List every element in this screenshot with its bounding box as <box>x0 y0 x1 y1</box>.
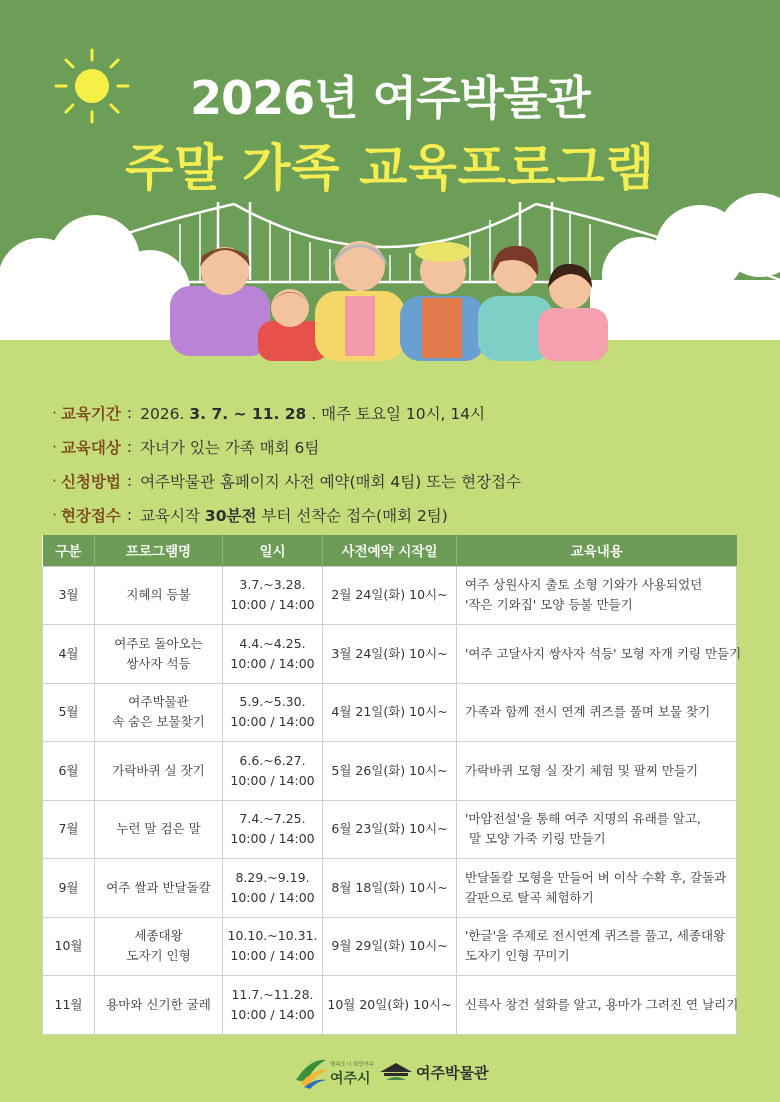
cell-date-text: 7.4.~7.25. <box>239 811 306 827</box>
info-text <box>140 504 448 526</box>
cell-reserve-date-text: 5월 26일(화) 10시~ <box>331 762 448 778</box>
cell-date <box>223 859 323 918</box>
cell-program-name-text: 용마와 신기한 굴레 <box>106 996 211 1012</box>
cell-program-name-text: 누런 말 검은 말 <box>116 821 201 837</box>
cell-content-text: '한글'을 주제로 전시연계 퀴즈를 풀고, 세종대왕 <box>465 928 726 944</box>
cell-month-text: 7월 <box>58 821 79 837</box>
cell-content-text: '마암전설'을 통해 여주 지명의 유래를 알고, <box>465 811 701 827</box>
cell-month-text: 11월 <box>54 996 83 1012</box>
title-line-1: 2026년 여주박물관 <box>190 71 590 125</box>
cell-date-text: 10:00 / 14:00 <box>230 831 315 847</box>
cell-content <box>457 917 737 976</box>
info-section <box>52 396 752 532</box>
table-row <box>43 917 737 976</box>
cell-date-text: 10:00 / 14:00 <box>230 889 315 905</box>
col-header-reserve: 사전예약 시작일 <box>323 535 457 566</box>
cell-month <box>43 917 95 976</box>
cell-reserve-date-text: 2월 24일(화) 10시~ <box>331 587 448 603</box>
table-row <box>43 625 737 684</box>
cell-reserve-date-text: 10월 20일(화) 10시~ <box>327 996 452 1012</box>
cell-month-text: 9월 <box>58 879 79 895</box>
cell-content <box>457 566 737 625</box>
info-separator: : <box>126 472 133 490</box>
cell-content-text: 말 모양 가죽 키링 만들기 <box>465 831 606 847</box>
cell-date-text: 4.4.~4.25. <box>239 635 306 651</box>
bullet-dot: · <box>52 404 57 422</box>
info-label: 현장접수 <box>60 507 121 525</box>
cell-reserve-date-text: 6월 23일(화) 10시~ <box>331 821 448 837</box>
cell-month-text: 3월 <box>58 587 79 603</box>
cell-month-text: 5월 <box>58 704 79 720</box>
cell-month-text: 10월 <box>54 938 83 954</box>
cell-reserve-date <box>323 859 457 918</box>
info-text-bold: 30분전 <box>204 507 257 525</box>
cell-content-text: 도자기 인형 꾸미기 <box>465 948 570 964</box>
info-text-part: 부터 선착순 접수(매회 2팀) <box>256 507 448 525</box>
cell-program-name-text: 도자기 인형 <box>126 948 191 964</box>
cell-program-name <box>95 566 223 625</box>
cell-date-text: 10:00 / 14:00 <box>230 714 315 730</box>
info-text <box>140 402 485 424</box>
cell-date <box>223 976 323 1035</box>
cell-month <box>43 859 95 918</box>
info-row-target <box>52 430 752 464</box>
table-row <box>43 859 737 918</box>
col-header-date: 일시 <box>223 535 323 566</box>
cell-month <box>43 742 95 801</box>
info-text <box>140 470 521 492</box>
table-row <box>43 800 737 859</box>
cell-reserve-date-text: 9월 29일(화) 10시~ <box>331 938 448 954</box>
cell-month <box>43 976 95 1035</box>
cell-program-name <box>95 859 223 918</box>
cell-reserve-date <box>323 683 457 742</box>
cell-program-name <box>95 625 223 684</box>
table-row <box>43 566 737 625</box>
cell-content-text: '작은 기와집' 모양 등불 만들기 <box>465 597 633 613</box>
cell-date <box>223 742 323 801</box>
info-label: 신청방법 <box>60 473 121 491</box>
cell-date-text: 8.29.~9.19. <box>235 869 310 885</box>
info-text-part: 자녀가 있는 가족 매회 6팀 <box>140 439 320 457</box>
bullet-dot: · <box>52 506 57 524</box>
title-line-2: 주말 가족 교육프로그램 <box>125 139 655 197</box>
cell-content <box>457 976 737 1035</box>
cell-program-name <box>95 742 223 801</box>
info-separator: : <box>126 438 133 456</box>
info-separator: : <box>126 404 133 422</box>
cell-program-name-text: 여주박물관 <box>128 694 189 710</box>
cell-reserve-date-text: 3월 24일(화) 10시~ <box>331 645 448 661</box>
cell-content-text: 가족과 함께 전시 연계 퀴즈를 풀며 보물 찾기 <box>465 704 711 720</box>
cell-date <box>223 917 323 976</box>
cell-date-text: 10:00 / 14:00 <box>230 655 315 671</box>
info-text-part: 여주박물관 홈페이지 사전 예약(매회 4팀) 또는 현장접수 <box>140 473 522 491</box>
cell-reserve-date <box>323 976 457 1035</box>
table-row <box>43 683 737 742</box>
cell-reserve-date <box>323 742 457 801</box>
cell-program-name <box>95 917 223 976</box>
cell-date <box>223 683 323 742</box>
bullet-dot: · <box>52 438 57 456</box>
cell-program-name-text: 여주로 돌아오는 <box>114 635 203 651</box>
col-header-content: 교육내용 <box>457 535 737 566</box>
info-text-part: 교육시작 <box>140 507 205 525</box>
cell-program-name-text: 여주 쌀과 반달돌칼 <box>106 879 211 895</box>
cell-reserve-date <box>323 800 457 859</box>
cell-date <box>223 566 323 625</box>
info-text-part: 2026. <box>140 405 190 423</box>
city-name: 여주시 <box>330 1071 371 1087</box>
col-header-program: 프로그램명 <box>95 535 223 566</box>
cell-month <box>43 683 95 742</box>
info-label: 교육기간 <box>60 405 121 423</box>
info-row-onsite <box>52 498 752 532</box>
cell-content-text: 갈판으로 탈곡 체험하기 <box>465 889 594 905</box>
cell-program-name <box>95 976 223 1035</box>
cell-month-text: 6월 <box>58 762 79 778</box>
cell-reserve-date <box>323 917 457 976</box>
footer-logos <box>0 1052 780 1092</box>
info-row-period <box>52 396 752 430</box>
cell-month <box>43 800 95 859</box>
cell-date <box>223 625 323 684</box>
cell-content-text: 가락바퀴 모형 실 잣기 체험 및 팔찌 만들기 <box>465 762 699 778</box>
info-text <box>140 436 319 458</box>
cell-date-text: 5.9.~5.30. <box>239 694 306 710</box>
cell-program-name-text: 지혜의 등불 <box>126 587 191 603</box>
cell-date-text: 10:00 / 14:00 <box>230 597 315 613</box>
cell-program-name-text: 가락바퀴 실 잣기 <box>112 762 205 778</box>
cell-program-name-text: 쌍사자 석등 <box>126 655 191 671</box>
info-text-part: . 매주 토요일 10시, 14시 <box>306 405 486 423</box>
cell-date-text: 10:00 / 14:00 <box>230 1006 315 1022</box>
cell-content-text: '여주 고달사지 쌍사자 석등' 모형 자개 키링 만들기 <box>465 645 742 661</box>
cell-content <box>457 625 742 684</box>
cell-date-text: 6.6.~6.27. <box>239 752 306 768</box>
city-slogan: 행복도시 희망여주 <box>330 1062 375 1068</box>
info-text-bold: 3. 7. ~ 11. 28 <box>189 405 307 423</box>
info-label: 교육대상 <box>60 439 121 457</box>
cell-program-name-text: 세종대왕 <box>134 928 183 944</box>
cell-date <box>223 800 323 859</box>
cell-reserve-date-text: 4월 21일(화) 10시~ <box>331 704 448 720</box>
cell-content-text: 여주 상원사지 출토 소형 기와가 사용되었던 <box>465 577 703 593</box>
family-illustration <box>160 226 620 366</box>
museum-logo-icon <box>378 1060 414 1082</box>
cell-date-text: 10:00 / 14:00 <box>230 948 315 964</box>
info-separator: : <box>126 506 133 524</box>
cell-content <box>457 683 737 742</box>
bullet-dot: · <box>52 472 57 490</box>
cell-content-text: 신륵사 창건 설화를 알고, 용마가 그려진 연 날리기 <box>465 996 739 1012</box>
program-table <box>42 535 742 1035</box>
cell-program-name <box>95 683 223 742</box>
cell-reserve-date <box>323 625 457 684</box>
cell-reserve-date <box>323 566 457 625</box>
cell-content <box>457 742 737 801</box>
cell-program-name <box>95 800 223 859</box>
col-header-month: 구분 <box>43 535 95 566</box>
cell-content <box>457 859 737 918</box>
cell-reserve-date-text: 8월 18일(화) 10시~ <box>331 879 448 895</box>
cell-content-text: 반달돌칼 모형을 만들어 벼 이삭 수확 후, 갈돌과 <box>465 869 727 885</box>
cell-program-name-text: 속 숨은 보물찾기 <box>112 714 205 730</box>
cell-month-text: 4월 <box>58 645 79 661</box>
table-header-row <box>43 535 737 566</box>
cell-month <box>43 625 95 684</box>
museum-name: 여주박물관 <box>416 1064 489 1082</box>
cell-month <box>43 566 95 625</box>
info-row-apply <box>52 464 752 498</box>
table-row <box>43 976 737 1035</box>
cell-date-text: 10.10.~10.31. <box>227 928 318 944</box>
cell-date-text: 3.7.~3.28. <box>239 577 306 593</box>
cell-content <box>457 800 737 859</box>
cell-date-text: 10:00 / 14:00 <box>230 772 315 788</box>
table-row <box>43 742 737 801</box>
cell-date-text: 11.7.~11.28. <box>231 986 314 1002</box>
